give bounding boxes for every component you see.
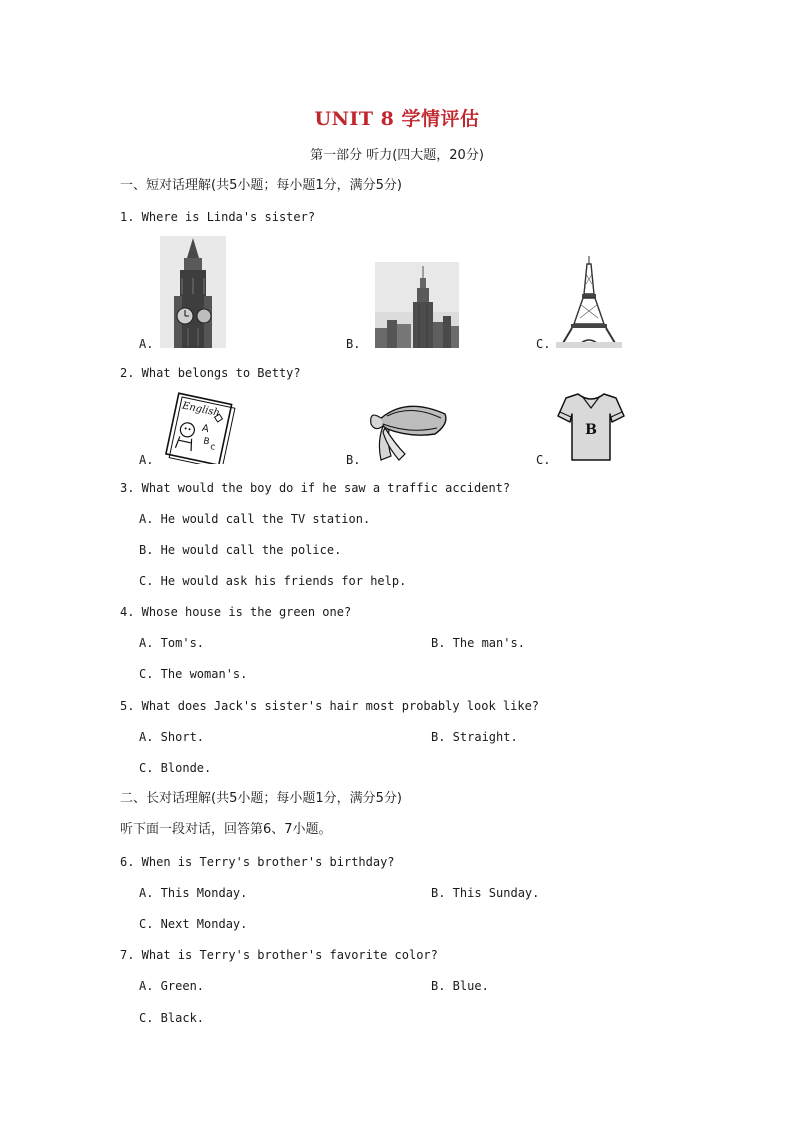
- question-4: 4. Whose house is the green one?: [120, 605, 352, 619]
- question-7: 7. What is Terry's brother's favorite color?: [120, 948, 438, 962]
- question-7-option-c: C. Black.: [139, 1011, 205, 1025]
- book-letter-b: B: [202, 436, 211, 448]
- empire-state-building-photo: [375, 262, 459, 348]
- book-letter-c: c: [209, 442, 217, 453]
- page-title: UNIT 8 学情评估: [314, 108, 480, 130]
- option-c-label: C.: [536, 337, 551, 351]
- question-3-option-a: A. He would call the TV station.: [139, 512, 371, 526]
- english-book-drawing: [158, 392, 238, 464]
- hat-drawing: [365, 394, 453, 464]
- option-c-label: C.: [536, 453, 551, 467]
- question-4-option-a: A. Tom's.: [139, 636, 205, 650]
- question-7-option-a: A. Green.: [139, 979, 205, 993]
- question-3-option-b: B. He would call the police.: [139, 543, 342, 557]
- eiffel-tower-photo: [556, 254, 622, 348]
- question-6: 6. When is Terry's brother's birthday?: [120, 855, 395, 869]
- book-letter-a: A: [200, 422, 210, 436]
- question-5-option-c: C. Blonde.: [139, 761, 212, 775]
- question-3: 3. What would the boy do if he saw a traffic accident?: [120, 481, 511, 495]
- option-b-label: B.: [346, 337, 361, 351]
- shirt-letter: B: [585, 422, 597, 438]
- question-2: 2. What belongs to Betty?: [120, 366, 301, 380]
- section-heading-long-dialogues: 二、长对话理解(共5小题；每小题1分，满分5分): [120, 791, 402, 806]
- big-ben-photo: [160, 236, 226, 348]
- part-subtitle: 第一部分 听力(四大题，20分): [310, 148, 484, 163]
- option-a-label: A.: [139, 453, 154, 467]
- option-b-label: B.: [346, 453, 361, 467]
- question-3-option-c: C. He would ask his friends for help.: [139, 574, 407, 588]
- t-shirt-drawing: [556, 390, 626, 464]
- question-4-option-b: B. The man's.: [431, 636, 525, 650]
- question-4-option-c: C. The woman's.: [139, 667, 248, 681]
- question-6-option-b: B. This Sunday.: [431, 886, 540, 900]
- listening-instruction: 听下面一段对话，回答第6、7小题。: [120, 822, 332, 837]
- question-6-option-a: A. This Monday.: [139, 886, 248, 900]
- question-5-option-b: B. Straight.: [431, 730, 518, 744]
- section-heading-short-dialogues: 一、短对话理解(共5小题；每小题1分，满分5分): [120, 178, 402, 193]
- question-5-option-a: A. Short.: [139, 730, 205, 744]
- question-7-option-b: B. Blue.: [431, 979, 489, 993]
- question-6-option-c: C. Next Monday.: [139, 917, 248, 931]
- question-1: 1. Where is Linda's sister?: [120, 210, 316, 224]
- question-5: 5. What does Jack's sister's hair most probably look like?: [120, 699, 540, 713]
- book-title-text: English: [181, 400, 221, 420]
- option-a-label: A.: [139, 337, 154, 351]
